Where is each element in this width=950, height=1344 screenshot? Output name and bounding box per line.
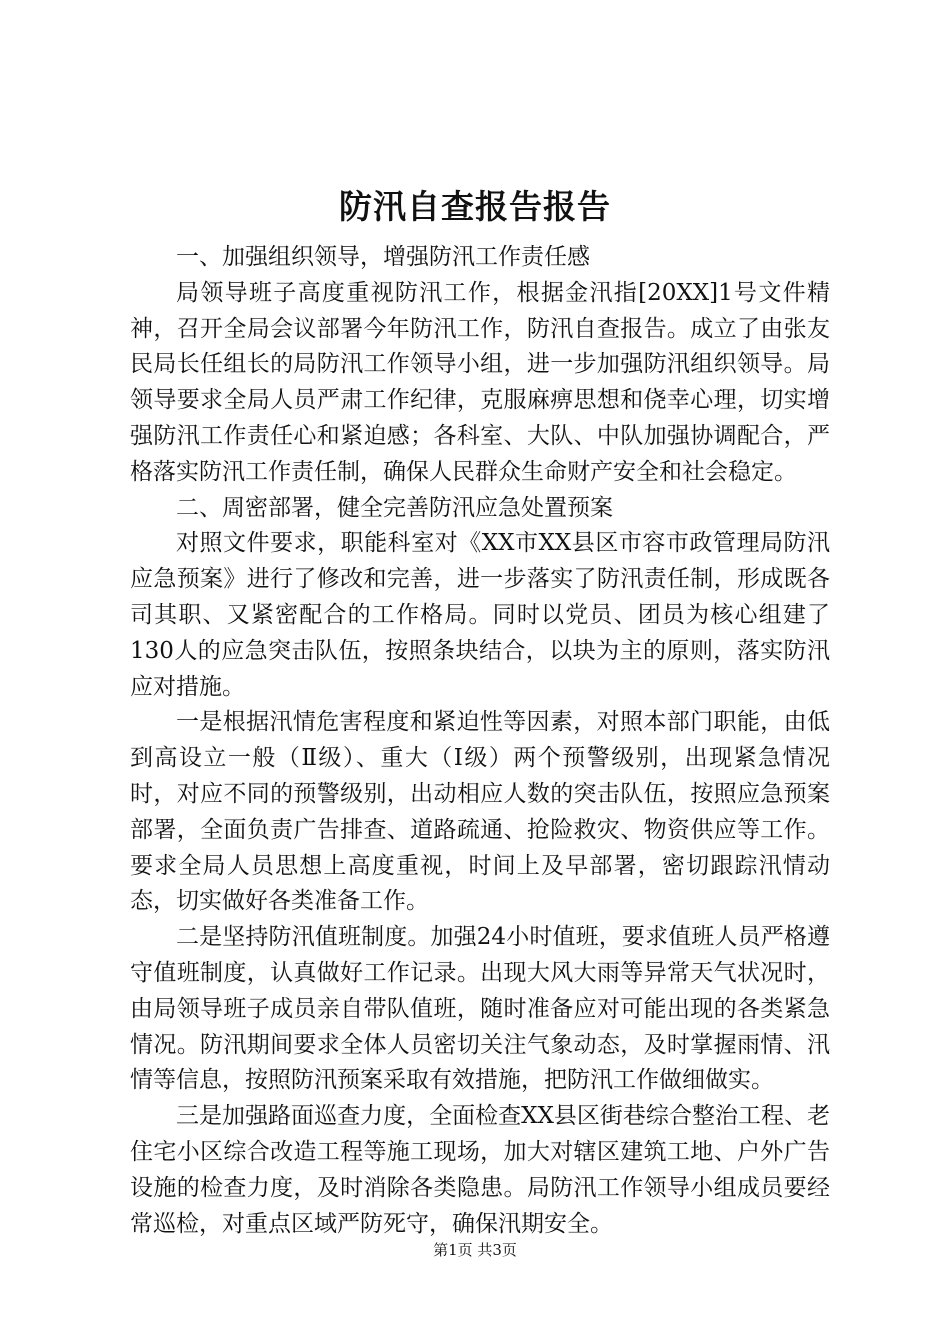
document-body [130, 240, 830, 1242]
paragraph: 三是加强路面巡查力度，全面检查XX县区街巷综合整治工程、老住宅小区综合改造工程等施工现场，加大对辖区建筑工地、户外广告设施的检查力度，及时消除各类隐患。局防汛工作领导小组成员要经常巡检，对重点区域严防死守，确保汛期安全。 [130, 1103, 830, 1237]
page-number-footer: 第1页 共3页 [433, 1241, 517, 1259]
document-title: 防汛自查报告报告 [339, 187, 611, 226]
paragraph: 一是根据汛情危害程度和紧迫性等因素，对照本部门职能，由低到高设立一般（Ⅱ级）、重大（Ⅰ级）两个预警级别，出现紧急情况时，对应不同的预警级别，出动相应人数的突击队伍，按照应急预案部署，全面负责广告排查、道路疏通、抢险救灾、物资供应等工作。要求全局人员思想上高度重视，时间上及早部署，密切跟踪汛情动态，切实做好各类准备工作。 [130, 709, 830, 915]
paragraph: 二是坚持防汛值班制度。加强24小时值班，要求值班人员严格遵守值班制度，认真做好工作记录。出现大风大雨等异常天气状况时，由局领导班子成员亲自带队值班，随时准备应对可能出现的各类紧急情况。防汛期间要求全体人员密切关注气象动态，及时掌握雨情、汛情等信息，按照防汛预案采取有效措施，把防汛工作做细做实。 [130, 924, 830, 1094]
section-heading-2: 二、周密部署，健全完善防汛应急处置预案 [176, 494, 613, 521]
section-heading-1: 一、加强组织领导，增强防汛工作责任感 [176, 244, 590, 270]
paragraph: 局领导班子高度重视防汛工作，根据金汛指[20XX]1号文件精神，召开全局会议部署今年防汛工作，防汛自查报告。成立了由张友民局长任组长的局防汛工作领导小组，进一步加强防汛组织领导。局领导要求全局人员严肃工作纪律，克服麻痹思想和侥幸心理，切实增强防汛工作责任心和紧迫感；各科室、大队、中队加强协调配合，严格落实防汛工作责任制，确保人民群众生命财产安全和社会稳定。 [130, 279, 830, 485]
paragraph: 对照文件要求，职能科室对《XX市XX县区市容市政管理局防汛应急预案》进行了修改和完善，进一步落实了防汛责任制，形成既各司其职、又紧密配合的工作格局。同时以党员、团员为核心组建了130人的应急突击队伍，按照条块结合，以块为主的原则，落实防汛应对措施。 [130, 530, 830, 700]
